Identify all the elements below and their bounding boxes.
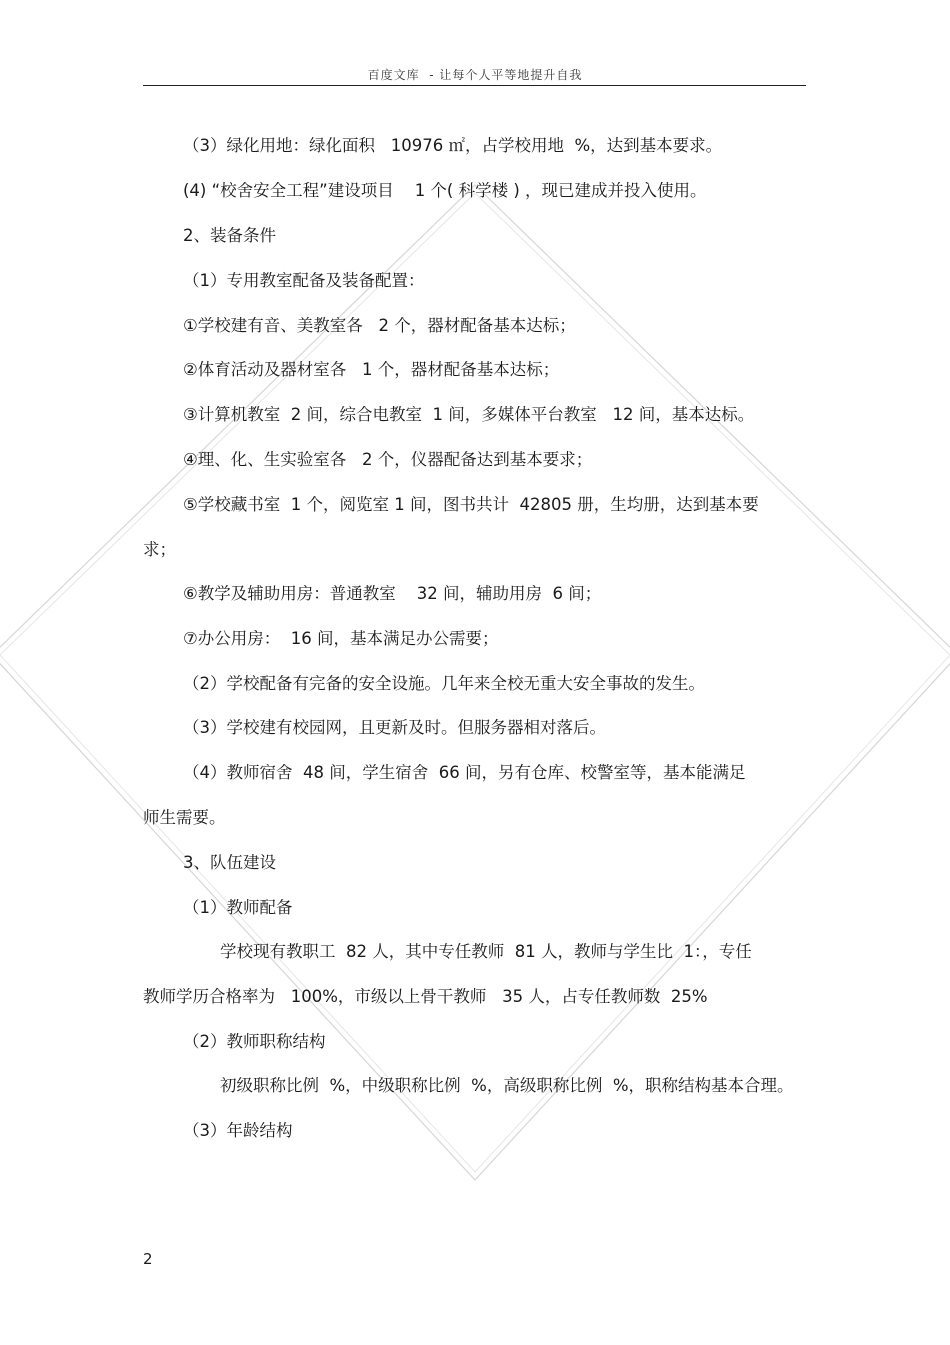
- text-line: （4）教师宿舍 48 间，学生宿舍 66 间，另有仓库、校警室等，基本能满足: [183, 763, 746, 782]
- text-line: ③计算机教室 2 间，综合电教室 1 间，多媒体平台教室 12 间，基本达标。: [183, 405, 755, 424]
- text-line: （3）学校建有校园网，且更新及时。但服务器相对落后。: [183, 718, 606, 737]
- section-heading: 2、装备条件: [183, 226, 276, 245]
- text-line: （3）绿化用地：绿化面积 10976 ㎡，占学校用地 %，达到基本要求。: [183, 136, 723, 155]
- page-number: 2: [143, 1250, 153, 1268]
- text-line: 学校现有教职工 82 人，其中专任教师 81 人，教师与学生比 1：，专任: [220, 942, 752, 961]
- text-line: (4) “校舍安全工程”建设项目 1 个( 科学楼 ) ，现已建成并投入使用。: [183, 181, 707, 200]
- text-line: ⑦办公用房： 16 间，基本满足办公需要；: [183, 629, 499, 648]
- text-line: ②体育活动及器材室各 1 个，器材配备基本达标；: [183, 360, 560, 379]
- text-line: 初级职称比例 %，中级职称比例 %，高级职称比例 %，职称结构基本合理。: [220, 1076, 794, 1095]
- text-line: 教师学历合格率为 100%，市级以上骨干教师 35 人，占专任教师数 25%: [143, 987, 708, 1006]
- text-line: （2）学校配备有完备的安全设施。几年来全校无重大安全事故的发生。: [183, 674, 705, 693]
- text-line: （1）教师配备: [183, 898, 293, 917]
- page-header: 百度文库 - 让每个人平等地提升自我: [367, 68, 583, 82]
- text-line: ①学校建有音、美教室各 2 个，器材配备基本达标；: [183, 316, 576, 335]
- text-line: ④理、化、生实验室各 2 个，仪器配备达到基本要求；: [183, 450, 593, 469]
- text-line: ⑥教学及辅助用房：普通教室 32 间，辅助用房 6 间；: [183, 584, 602, 603]
- text-line: （3）年龄结构: [183, 1121, 293, 1140]
- text-line: （1）专用教室配备及装备配置：: [183, 271, 425, 290]
- text-line: ⑤学校藏书室 1 个，阅览室 1 间，图书共计 42805 册，生均册，达到基本要: [183, 495, 759, 514]
- text-line: 师生需要。: [143, 808, 226, 827]
- text-line: 求；: [143, 540, 176, 559]
- section-heading: 3、队伍建设: [183, 853, 276, 872]
- header-divider: [143, 85, 806, 86]
- text-line: （2）教师职称结构: [183, 1032, 326, 1051]
